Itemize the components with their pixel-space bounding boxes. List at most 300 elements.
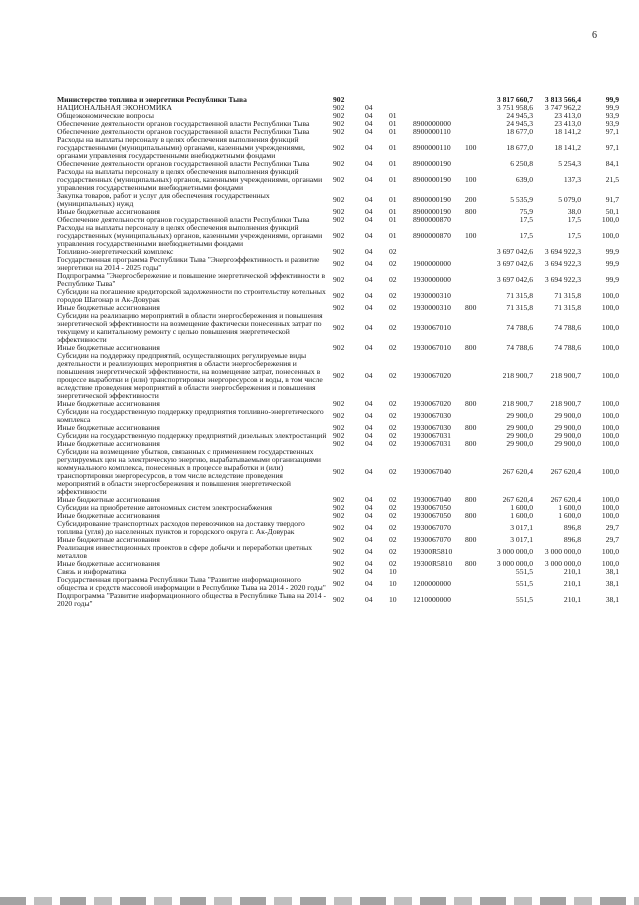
row-name: Обеспечение деятельности органов государственной власти Республики Тыва [57,127,310,136]
row-target-article-code: 1930067031 [413,431,451,440]
row-execution-percent: 100,0 [601,431,619,440]
row-execution-percent: 100,0 [601,291,619,300]
row-planned-amount: 551,5 [515,595,533,604]
row-ministry-code: 902 [333,467,345,476]
row-name: Расходы на выплаты персоналу в целях обеспечения выполнения функций государственных (муниципальных) органов, казенными учреждениями, органами управления государственными внебюджетными фондами [57,167,323,192]
row-target-article-code: 1900000000 [413,259,451,268]
row-expense-type-code [465,288,485,304]
row-ministry-code: 902 [333,559,345,568]
row-subsection-code: 02 [389,247,397,256]
row-executed-amount: 218 900,7 [550,371,581,380]
row-ministry-code: 902 [333,431,345,440]
row-execution-percent: 100,0 [601,547,619,556]
row-execution-percent: 99,9 [605,247,619,256]
row-ministry-code: 902 [333,303,345,312]
row-expense-type-code [465,408,485,424]
row-subsection-code: 01 [389,127,397,136]
row-executed-amount: 29 900,0 [554,431,581,440]
row-target-article-code: 19300R5810 [413,559,453,568]
row-name: Субсидии на государственную поддержку предприятия топливно-энергетического комплекса [57,407,324,424]
row-target-article-code: 1930067010 [413,323,451,332]
row-subsection-code [389,96,413,104]
budget-table [57,96,619,608]
row-name: Субсидирование транспортных расходов перевозчиков на доставку твердого топлива (угля) до населенных пунктов и городского округа г. Ак-Довурак [57,519,305,536]
row-name: Иные бюджетные ассигнования [57,495,160,504]
row-subsection-code: 02 [389,467,397,476]
row-section-code: 04 [365,523,373,532]
row-subsection-code: 01 [389,231,397,240]
row-target-article-code: 8900000110 [413,127,451,136]
row-expense-type-code [465,568,485,576]
row-section-code: 04 [365,143,373,152]
row-ministry-code: 902 [333,159,345,168]
row-target-article-code [413,96,465,104]
row-expense-type-code [465,104,485,112]
row-subsection-code: 02 [389,523,397,532]
row-expense-type-code: 800 [465,559,477,568]
row-execution-percent: 99,9 [605,275,619,284]
row-name: Государственная программа Республики Тыва "Энергоэффективность и развитие энергетики на 2014 - 2025 годы" [57,255,320,272]
row-name: Общеэкономические вопросы [57,111,154,120]
row-ministry-code: 902 [333,547,345,556]
row-target-article-code: 1930067040 [413,467,451,476]
row-executed-amount: 5 079,0 [558,195,581,204]
row-expense-type-code: 800 [465,303,477,312]
row-executed-amount: 896,8 [563,523,581,532]
row-execution-percent: 100,0 [601,231,619,240]
row-executed-amount: 23 413,0 [554,119,581,128]
row-target-article-code: 8900000110 [413,143,451,152]
row-expense-type-code [465,160,485,168]
row-planned-amount: 24 945,3 [506,119,533,128]
table-row [57,592,619,608]
row-subsection-code: 01 [389,119,397,128]
row-subsection-code: 02 [389,399,397,408]
row-ministry-code: 902 [333,95,345,104]
row-name: Иные бюджетные ассигнования [57,423,160,432]
row-name: Иные бюджетные ассигнования [57,399,160,408]
row-subsection-code: 02 [389,275,397,284]
row-ministry-code: 902 [333,567,345,576]
row-execution-percent: 100,0 [601,511,619,520]
row-executed-amount: 71 315,8 [554,291,581,300]
row-name: Субсидии на поддержку предприятий, осуществляющих регулируемые виды деятельности и реализующих мероприятия в области энергосбережения и повышения энергетической эффективности, на возмещение затрат, понесенных в процессе выработки и (или) транспортировки энергоресурсов и воды, в том числе вследствие проведения мероприятий в области энергосбережения и повышения энергетической эффективности [57,351,323,400]
row-ministry-code: 902 [333,399,345,408]
row-planned-amount: 3 000 000,0 [496,547,533,556]
row-section-code: 04 [365,399,373,408]
row-planned-amount: 1 600,0 [510,511,533,520]
row-subsection-code: 10 [389,579,397,588]
row-section-code: 04 [365,595,373,604]
row-expense-type-code [465,448,485,496]
row-subsection-code: 10 [389,567,397,576]
row-ministry-code: 902 [333,371,345,380]
row-executed-amount: 18 141,2 [554,127,581,136]
row-planned-amount: 639,0 [515,175,533,184]
row-planned-amount: 3 697 042,6 [496,275,533,284]
row-subsection-code: 01 [389,111,397,120]
row-section-code: 04 [365,439,373,448]
row-name: Иные бюджетные ассигнования [57,439,160,448]
row-executed-amount: 71 315,8 [554,303,581,312]
row-executed-amount: 210,1 [563,595,581,604]
row-planned-amount: 5 535,9 [510,195,533,204]
row-target-article-code [413,248,465,256]
row-execution-percent: 93,9 [605,119,619,128]
row-expense-type-code: 800 [465,423,477,432]
row-ministry-code: 902 [333,275,345,284]
row-target-article-code: 1930067030 [413,423,451,432]
row-target-article-code: 8900000870 [413,215,451,224]
row-section-code: 04 [365,371,373,380]
row-executed-amount: 1 600,0 [558,503,581,512]
row-ministry-code: 902 [333,111,345,120]
row-planned-amount: 74 788,6 [506,343,533,352]
row-name: Субсидии на погашение кредиторской задолженности по строительству котельных городов Шагонар и Ак-Довурак [57,287,326,304]
row-ministry-code: 902 [333,323,345,332]
row-ministry-code: 902 [333,579,345,588]
row-ministry-code: 902 [333,215,345,224]
row-ministry-code: 902 [333,247,345,256]
page-number: 6 [592,30,597,41]
row-target-article-code: 8900000190 [413,195,451,204]
row-expense-type-code: 800 [465,439,477,448]
row-target-article-code: 1930000310 [413,303,451,312]
row-planned-amount: 3 817 660,7 [496,95,533,104]
row-executed-amount: 3 813 566,4 [544,95,581,104]
row-planned-amount: 218 900,7 [502,371,533,380]
row-planned-amount: 24 945,3 [506,111,533,120]
row-execution-percent: 93,9 [605,111,619,120]
row-subsection-code: 01 [389,207,397,216]
table-row [57,448,619,496]
row-executed-amount: 23 413,0 [554,111,581,120]
row-section-code: 04 [365,275,373,284]
row-expense-type-code: 100 [465,231,477,240]
row-name: Иные бюджетные ассигнования [57,303,160,312]
row-target-article-code: 1210000000 [413,595,451,604]
row-section-code: 04 [365,119,373,128]
row-planned-amount: 267 620,4 [502,467,533,476]
row-section-code: 04 [365,127,373,136]
row-execution-percent: 84,1 [605,159,619,168]
row-name: Иные бюджетные ассигнования [57,559,160,568]
row-name: Субсидии на возмещение убытков, связанных с применением государственных регулируемых цен на электрическую энергию, вырабатываемыми организациями коммунального комплекса, понесенных в процессе выработки и (или) транспортировки энергоресурсов, в том числе вследствие проведения мероприятий в области энергосбережения и повышения энергетической эффективности [57,447,321,496]
row-ministry-code: 902 [333,259,345,268]
row-expense-type-code: 800 [465,535,477,544]
row-section-code: 04 [365,159,373,168]
row-planned-amount: 75,9 [519,207,533,216]
row-executed-amount: 3 694 922,3 [544,247,581,256]
row-execution-percent: 100,0 [601,215,619,224]
row-section-code: 04 [365,207,373,216]
row-name: Реализация инвестиционных проектов в сфере добычи и переработки цветных металлов [57,543,313,560]
row-ministry-code: 902 [333,503,345,512]
row-section-code: 04 [365,559,373,568]
row-section-code: 04 [365,579,373,588]
row-planned-amount: 551,5 [515,567,533,576]
row-executed-amount: 5 254,3 [558,159,581,168]
row-name: Расходы на выплаты персоналу в целях обеспечения выполнения функций государственными (муниципальными) органами, казенными учреждениями, органами управления государственными внебюджетными фондами [57,135,305,160]
row-target-article-code: 1930067050 [413,511,451,520]
row-planned-amount: 29 900,0 [506,411,533,420]
row-expense-type-code [465,312,485,344]
table-row [57,168,619,192]
row-ministry-code: 902 [333,411,345,420]
row-name: Иные бюджетные ассигнования [57,511,160,520]
row-subsection-code: 02 [389,423,397,432]
row-section-code: 04 [365,535,373,544]
table-row [57,288,619,304]
row-expense-type-code: 800 [465,511,477,520]
row-expense-type-code: 200 [465,195,477,204]
row-subsection-code: 02 [389,303,397,312]
row-execution-percent: 100,0 [601,399,619,408]
row-subsection-code: 01 [389,143,397,152]
row-subsection-code: 02 [389,559,397,568]
row-execution-percent: 50,1 [605,207,619,216]
row-target-article-code: 1200000000 [413,579,451,588]
row-execution-percent: 100,0 [601,559,619,568]
row-subsection-code: 02 [389,439,397,448]
row-execution-percent: 97,1 [605,127,619,136]
row-planned-amount: 74 788,6 [506,323,533,332]
row-subsection-code: 02 [389,411,397,420]
row-target-article-code: 1930067010 [413,343,451,352]
row-expense-type-code: 800 [465,207,477,216]
table-row [57,408,619,424]
row-planned-amount: 3 751 958,6 [496,103,533,112]
row-subsection-code: 02 [389,291,397,300]
row-target-article-code: 1930000000 [413,275,451,284]
row-name: Субсидии на реализацию мероприятий в области энергосбережения и повышения энергетической эффективности на возмещение фактически понесенных затрат по текущему и капитальному ремонту с целью повышения энергетической эффективности [57,311,323,344]
row-execution-percent: 100,0 [601,303,619,312]
row-ministry-code: 902 [333,231,345,240]
row-executed-amount: 3 747 962,2 [544,103,581,112]
row-subsection-code: 01 [389,195,397,204]
row-execution-percent: 99,9 [605,95,619,104]
row-ministry-code: 902 [333,595,345,604]
row-execution-percent: 21,5 [605,175,619,184]
row-name: Субсидии на приобретение автономных систем электроснабжения [57,503,272,512]
row-name: Субсидии на государственную поддержку предприятий дизельных электростанций [57,431,327,440]
row-execution-percent: 29,7 [605,535,619,544]
row-expense-type-code [465,576,485,592]
row-planned-amount: 3 697 042,6 [496,247,533,256]
table-row [57,544,619,560]
row-section-code: 04 [365,291,373,300]
table-row [57,256,619,272]
row-execution-percent: 100,0 [601,439,619,448]
row-target-article-code: 1930067031 [413,439,451,448]
row-ministry-code: 902 [333,207,345,216]
row-ministry-code: 902 [333,535,345,544]
row-expense-type-code: 800 [465,495,477,504]
row-expense-type-code [465,128,485,136]
row-execution-percent: 100,0 [601,495,619,504]
row-subsection-code: 10 [389,595,397,604]
row-expense-type-code [465,248,485,256]
row-execution-percent: 100,0 [601,467,619,476]
row-subsection-code: 02 [389,503,397,512]
row-executed-amount: 29 900,0 [554,411,581,420]
row-execution-percent: 29,7 [605,523,619,532]
row-target-article-code: 8900000190 [413,207,451,216]
row-section-code: 04 [365,215,373,224]
row-execution-percent: 100,0 [601,411,619,420]
row-ministry-code: 902 [333,343,345,352]
row-ministry-code: 902 [333,143,345,152]
row-planned-amount: 18 677,0 [506,127,533,136]
row-planned-amount: 3 017,1 [510,535,533,544]
row-executed-amount: 210,1 [563,567,581,576]
row-planned-amount: 71 315,8 [506,291,533,300]
row-expense-type-code [465,592,485,608]
row-expense-type-code [465,352,485,400]
row-executed-amount: 267 620,4 [550,467,581,476]
row-target-article-code: 8900000190 [413,159,451,168]
row-name: Подпрограмма "Энергосбережение и повышение энергетической эффективности в Республике Тыва" [57,271,326,288]
row-execution-percent: 100,0 [601,503,619,512]
row-executed-amount: 18 141,2 [554,143,581,152]
row-subsection-code: 01 [389,175,397,184]
row-execution-percent: 100,0 [601,423,619,432]
row-expense-type-code: 100 [465,175,477,184]
row-target-article-code: 1930067040 [413,495,451,504]
row-planned-amount: 18 677,0 [506,143,533,152]
row-target-article-code: 1930067030 [413,411,451,420]
row-target-article-code: 1930067050 [413,503,451,512]
row-executed-amount: 74 788,6 [554,343,581,352]
row-section-code: 04 [365,303,373,312]
row-expense-type-code [465,96,485,104]
row-name: Обеспечение деятельности органов государственной власти Республики Тыва [57,119,310,128]
row-section-code: 04 [365,511,373,520]
row-planned-amount: 29 900,0 [506,431,533,440]
row-expense-type-code [465,272,485,288]
row-ministry-code: 902 [333,423,345,432]
row-planned-amount: 1 600,0 [510,503,533,512]
row-planned-amount: 3 697 042,6 [496,259,533,268]
row-expense-type-code: 800 [465,399,477,408]
row-expense-type-code: 100 [465,143,477,152]
row-section-code: 04 [365,343,373,352]
row-ministry-code: 902 [333,511,345,520]
row-planned-amount: 17,5 [519,231,533,240]
row-target-article-code: 8900000870 [413,231,451,240]
row-target-article-code: 1930067070 [413,535,451,544]
row-execution-percent: 91,7 [605,195,619,204]
row-executed-amount: 74 788,6 [554,323,581,332]
row-target-article-code: 1930067020 [413,399,451,408]
table-row [57,272,619,288]
row-executed-amount: 29 900,0 [554,423,581,432]
row-executed-amount: 3 000 000,0 [544,559,581,568]
row-name: Закупка товаров, работ и услуг для обеспечения государственных (муниципальных) нужд [57,191,270,208]
row-planned-amount: 3 017,1 [510,523,533,532]
row-executed-amount: 3 694 922,3 [544,259,581,268]
row-target-article-code: 1930000310 [413,291,451,300]
row-ministry-code: 902 [333,195,345,204]
row-expense-type-code [465,544,485,560]
row-planned-amount: 29 900,0 [506,439,533,448]
row-execution-percent: 97,1 [605,143,619,152]
row-ministry-code: 902 [333,103,345,112]
row-planned-amount: 71 315,8 [506,303,533,312]
row-target-article-code: 1930067070 [413,523,451,532]
row-execution-percent: 38,1 [605,595,619,604]
row-subsection-code: 02 [389,323,397,332]
row-name: Иные бюджетные ассигнования [57,535,160,544]
scan-edge-artifact [0,897,639,905]
row-execution-percent: 100,0 [601,323,619,332]
row-name: Обеспечение деятельности органов государственной власти Республики Тыва [57,159,310,168]
row-executed-amount: 210,1 [563,579,581,588]
row-execution-percent: 99,9 [605,259,619,268]
row-name: Подпрограмма "Развитие информационного общества в Республике Тыва на 2014 - 2020 годы" [57,591,326,608]
row-section-code: 04 [365,547,373,556]
row-section-code: 04 [365,495,373,504]
row-ministry-code: 902 [333,439,345,448]
row-execution-percent: 38,1 [605,579,619,588]
table-row [57,192,619,208]
table-row [57,576,619,592]
row-execution-percent: 100,0 [601,371,619,380]
row-section-code: 04 [365,175,373,184]
row-name: Топливно-энергетический комплекс [57,247,174,256]
row-section-code: 04 [365,423,373,432]
row-execution-percent: 99,9 [605,103,619,112]
row-executed-amount: 17,5 [567,231,581,240]
row-name: Министерство топлива и энергетики Республики Тыва [57,95,247,104]
row-section-code: 04 [365,323,373,332]
row-planned-amount: 17,5 [519,215,533,224]
row-planned-amount: 3 000 000,0 [496,559,533,568]
row-name: Расходы на выплаты персоналу в целях обеспечения выполнения функций государственных (муниципальных) органов, казенными учреждениями, органами управления государственными внебюджетными фондами [57,223,323,248]
row-expense-type-code [465,120,485,128]
row-section-code: 04 [365,195,373,204]
row-target-article-code: 8900000190 [413,175,451,184]
row-target-article-code [413,568,465,576]
table-row [57,224,619,248]
row-target-article-code: 1930067020 [413,371,451,380]
row-subsection-code: 02 [389,259,397,268]
row-expense-type-code [465,112,485,120]
row-section-code: 04 [365,467,373,476]
row-ministry-code: 902 [333,119,345,128]
row-ministry-code: 902 [333,291,345,300]
table-row [57,352,619,400]
row-subsection-code: 02 [389,343,397,352]
table-row [57,520,619,536]
row-executed-amount: 896,8 [563,535,581,544]
row-section-code: 04 [365,259,373,268]
row-expense-type-code [465,256,485,272]
row-name: Обеспечение деятельности органов государственной власти Республики Тыва [57,215,310,224]
row-executed-amount: 29 900,0 [554,439,581,448]
row-ministry-code: 902 [333,175,345,184]
row-subsection-code: 02 [389,535,397,544]
row-name: Государственная программа Республики Тыва "Развитие информационного общества и средств массовой информации в Республике Тыва на 2014 - 2020 годы" [57,575,326,592]
row-executed-amount: 38,0 [567,207,581,216]
row-expense-type-code: 800 [465,343,477,352]
row-section-code: 04 [365,503,373,512]
row-target-article-code [413,104,465,112]
row-target-article-code: 8900000000 [413,119,451,128]
row-planned-amount: 267 620,4 [502,495,533,504]
row-planned-amount: 218 900,7 [502,399,533,408]
row-section-code: 04 [365,231,373,240]
